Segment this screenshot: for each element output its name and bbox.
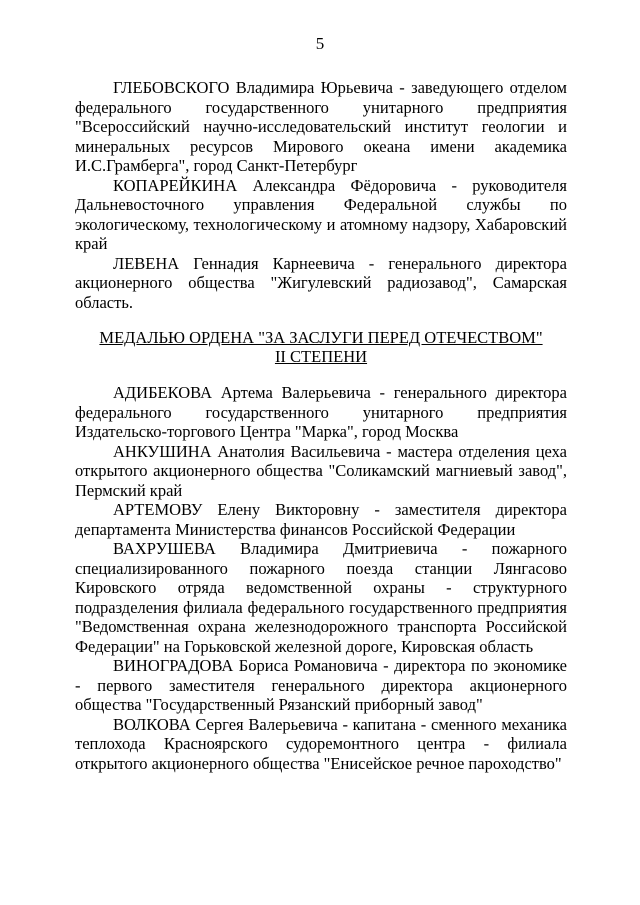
section-heading-line1: МЕДАЛЬЮ ОРДЕНА "ЗА ЗАСЛУГИ ПЕРЕД ОТЕЧЕСТВОМ" (99, 328, 543, 347)
award-entry: ВАХРУШЕВА Владимира Дмитриевича - пожарного специализированного пожарного поезда станции Лянгасово Кировского отряда ведомственной охраны - структурного подразделения филиала федерального государственного предприятия "Ведомственная охрана железнодорожного транспорта Российской Федерации" на Горьковской железной дороге, Кировская область (75, 539, 567, 656)
award-entry: АНКУШИНА Анатолия Васильевича - мастера отделения цеха открытого акционерного общества "Соликамский магниевый завод", Пермский край (75, 441, 567, 500)
award-entry: АРТЕМОВУ Елену Викторовну - заместителя директора департамента Министерства финансов Российской Федерации (75, 500, 567, 539)
award-entry: ГЛЕБОВСКОГО Владимира Юрьевича - заведующего отделом федерального государственного унитарного предприятия "Всероссийский научно-исследовательский институт геологии и минеральных ресурсов Мирового океана имени академика И.С.Грамберга", город Санкт-Петербург (75, 78, 567, 175)
page-number: 5 (315, 34, 325, 53)
award-list-continued (75, 78, 567, 312)
award-entry: ВИНОГРАДОВА Бориса Романовича - директора по экономике - первого заместителя генерального директора акционерного общества "Государственный Рязанский приборный завод" (75, 656, 567, 714)
award-entry: ВОЛКОВА Сергея Валерьевича - капитана - сменного механика теплохода Красноярского судоремонтного центра - филиала открытого акционерного общества "Енисейское речное пароходство" (75, 714, 567, 773)
award-entry: ЛЕВЕНА Геннадия Карнеевича - генерального директора акционерного общества "Жигулевский радиозавод", Самарская область. (75, 253, 567, 312)
section-heading (75, 328, 567, 366)
award-entry: АДИБЕКОВА Артема Валерьевича - генерального директора федерального государственного унитарного предприятия Издательско-торгового Центра "Марка", город Москва (75, 383, 567, 441)
award-entry: КОПАРЕЙКИНА Александра Фёдоровича - руководителя Дальневосточного управления Федеральной службы по экологическому, технологическому и атомному надзору, Хабаровский край (75, 175, 567, 253)
award-list-medal (75, 383, 567, 773)
section-heading-line2: II СТЕПЕНИ (274, 347, 368, 366)
